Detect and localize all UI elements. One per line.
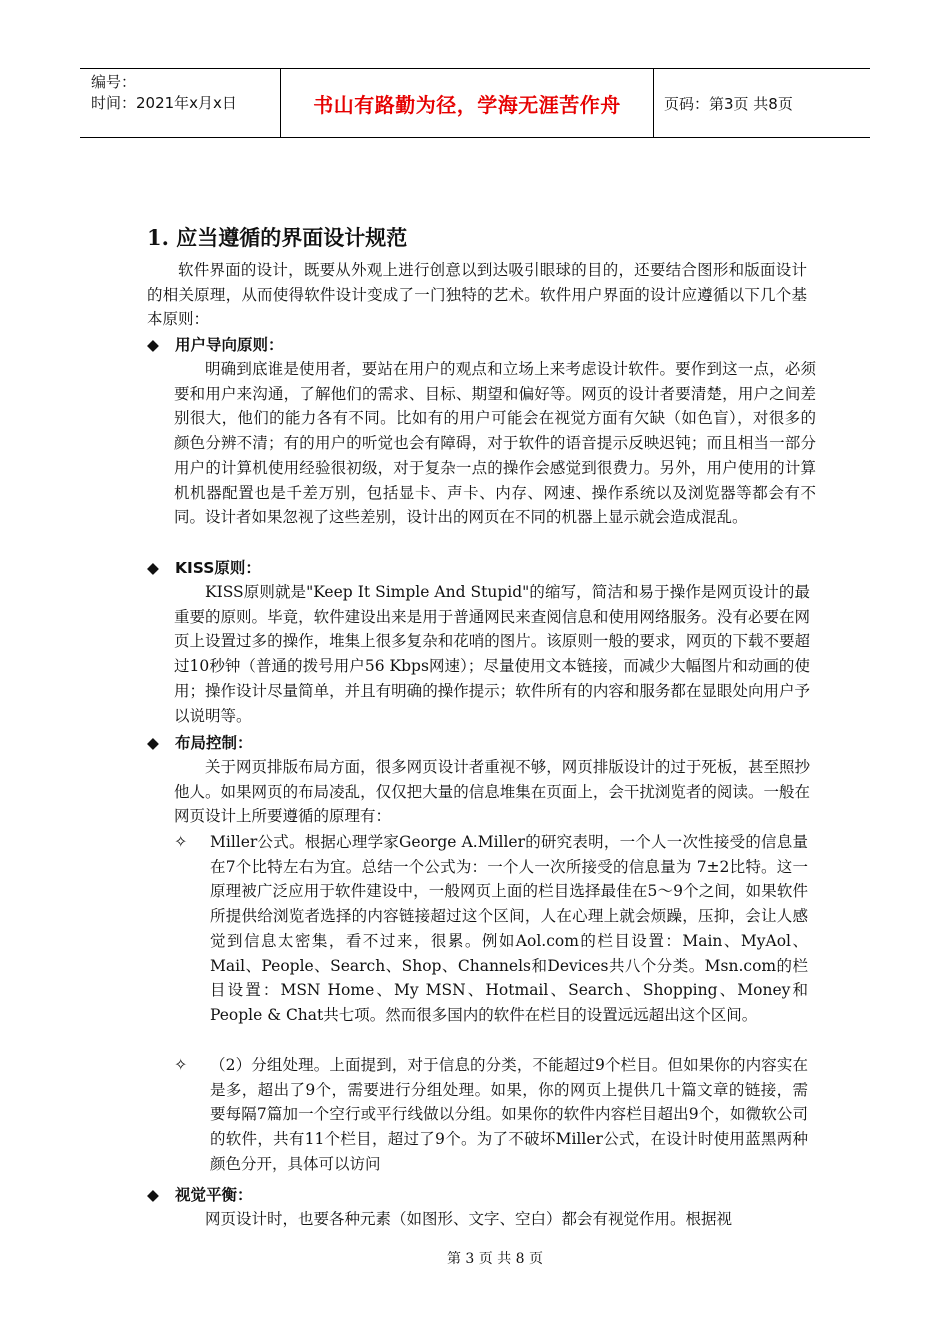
diamond-bullet-icon: ◆ [147, 1186, 159, 1204]
sub-item-miller: Miller公式。根据心理学家George A.Miller的研究表明，一个人一次性接受的信息量在7个比特左右为宜。总结一个公式为：一个人一次所接受的信息量为 7±2比特。这一原理被广泛应用于软件建设中，一般网页上面的栏目选择最佳在5～9个之间，如果软件所提供给浏览者选择的内容链接超过这个区间，人在心理上就会烦躁，压抑，会让人感觉到信息太密集，看不过来，很累。例如Aol.com的栏目设置：Main、MyAol、Mail、People、Search、Shop、Channels和Devices共八个分类。Msn.com的栏目设置：MSN Home、My MSN、Hotmail、Search、Shopping、Money和People & Chat共七项。然而很多国内的软件在栏目的设置远远超出这个区间。 [210, 833, 808, 1024]
section-title: KISS原则： [175, 559, 261, 577]
header-motto: 书山有路勤为径，学海无涯苦作舟 [281, 69, 654, 137]
diamond-bullet-icon: ◆ [147, 734, 159, 752]
section-body: 明确到底谁是使用者，要站在用户的观点和立场上来考虑设计软件。要作到这一点，必须要和用户来沟通，了解他们的需求、目标、期望和偏好等。网页的设计者要清楚，用户之间差别很大，他们的能力各有不同。比如有的用户可能会在视觉方面有欠缺（如色盲），对很多的颜色分辨不清；有的用户的听觉也会有障碍，对于软件的语音提示反映迟钝；而且相当一部分用户的计算机使用经验很初级，对于复杂一点的操作会感觉到很费力。另外，用户使用的计算机机器配置也是千差万别，包括显卡、声卡、内存、网速、操作系统以及浏览器等都会有不同。设计者如果忽视了这些差别，设计出的网页在不同的机器上显示就会造成混乱。 [174, 360, 816, 527]
page-footer: 第 3 页 共 8 页 [446, 1251, 544, 1267]
section-layout [147, 731, 253, 753]
section-body: 关于网页排版布局方面，很多网页设计者重视不够，网页排版设计的过于死板，甚至照抄他人。如果网页的布局凌乱，仅仅把大量的信息堆集在页面上，会干扰浏览者的阅读。一般在网页设计上所要遵循的原理有： [174, 758, 810, 826]
date-label: 时间：2021年x月x日 [91, 94, 237, 112]
number-label: 编号： [91, 73, 137, 91]
diamond-bullet-icon: ◆ [147, 559, 159, 577]
page-header [80, 68, 870, 138]
sub-bullet-icon: ✧ [174, 832, 188, 851]
section-heading: 1. 应当遵循的界面设计规范 [147, 225, 408, 250]
section-title: 视觉平衡： [175, 1186, 253, 1204]
section-user-oriented [147, 333, 284, 355]
section-title: 布局控制： [175, 734, 253, 752]
section-body: KISS原则就是"Keep It Simple And Stupid"的缩写，简洁和易于操作是网页设计的最重要的原则。毕竟，软件建设出来是用于普通网民来查阅信息和使用网络服务。没有必要在网页上设置过多的操作，堆集上很多复杂和花哨的图片。该原则一般的要求，网页的下载不要超过10秒钟（普通的拨号用户56 Kbps网速）；尽量使用文本链接，而减少大幅图片和动画的使用；操作设计尽量简单，并且有明确的操作提示；软件所有的内容和服务都在显眼处向用户予以说明等。 [174, 583, 810, 725]
section-visual-balance [147, 1183, 253, 1205]
header-meta [80, 69, 281, 137]
sub-bullet-icon: ✧ [174, 1055, 188, 1074]
section-title: 用户导向原则： [175, 336, 284, 354]
intro-paragraph: 软件界面的设计，既要从外观上进行创意以到达吸引眼球的目的，还要结合图形和版面设计的相关原理，从而使得软件设计变成了一门独特的艺术。软件用户界面的设计应遵循以下几个基本原则： [147, 261, 807, 329]
section-body: 网页设计时，也要各种元素（如图形、文字、空白）都会有视觉作用。根据视 [205, 1210, 733, 1228]
sub-item-grouping: （2）分组处理。上面提到，对于信息的分类，不能超过9个栏目。但如果你的内容实在是多，超出了9个，需要进行分组处理。如果，你的网页上提供几十篇文章的链接，需要每隔7篇加一个空行或平行线做以分组。如果你的软件内容栏目超出9个，如微软公司的软件，共有11个栏目，超过了9个。为了不破坏Miller公式，在设计时使用蓝黑两种颜色分开，具体可以访问 [210, 1056, 808, 1173]
diamond-bullet-icon: ◆ [147, 336, 159, 354]
section-kiss [147, 556, 261, 578]
header-page-label: 页码：第3页 共8页 [664, 94, 793, 113]
